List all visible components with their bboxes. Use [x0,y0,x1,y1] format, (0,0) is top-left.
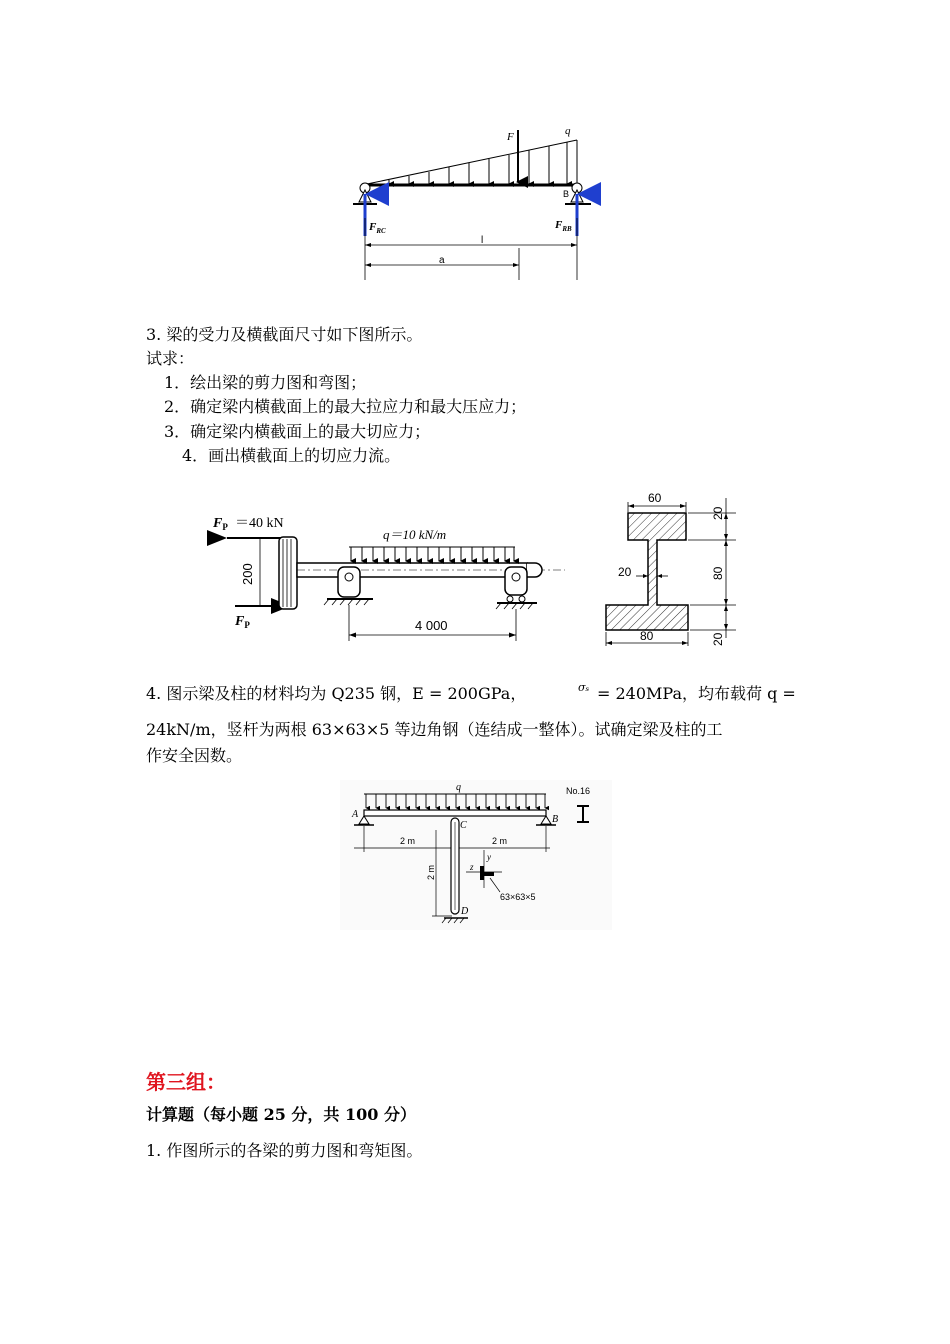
figure-1-beam-diagram [345,118,605,288]
fig4-D-label: D [461,906,469,917]
fig2-fp-top-val: ＝40 kN [235,516,284,531]
fig4-q-label: q [456,782,461,793]
problem3-item-1: 1．绘出梁的剪力图和弯图； [164,373,367,392]
fig4-dim-2m-left: 2 m [400,836,416,846]
svg-text:FP [212,516,228,532]
fig2-dim-200: 200 [240,563,255,585]
fig2-fp-top: F [213,516,223,531]
problem4-line3: 作安全因数。 [146,746,243,765]
figure-3-cross-section [600,488,740,650]
svg-text:FRB [554,219,572,233]
svg-text:FRC [368,221,386,235]
fig3-dim-80b: 80 [640,629,654,643]
group3-subheading: 计算题（每小题 25 分，共 100 分） [146,1105,416,1124]
fig1-q-label: q [565,125,571,137]
problem3-item-4: 4．画出横截面上的切应力流。 [182,446,401,465]
fig4-C-label: C [460,820,467,831]
fig4-y-label: y [487,852,491,862]
fig4-B-label: B [552,814,559,825]
fig1-FRB-sub: RB [562,225,572,233]
fig1-B-label: B [563,189,570,199]
fig2-fp-bot: F [235,614,245,629]
fig1-l-label: l [481,235,484,246]
fig3-dim-20-web: 20 [618,565,632,579]
problem4-line1a: 4. 图示梁及柱的材料均为 Q235 钢，E = 200GPa， [146,684,527,703]
group3-heading: 第三组： [146,1070,226,1094]
fig2-fp-top-sub: P [222,522,228,532]
problem3-title: 3. 梁的受力及横截面尺寸如下图所示。 [146,325,423,344]
fig2-q-label: q＝10 kN/m [383,527,447,542]
figure-4-beam-column [340,780,612,930]
problem3-ask: 试求： [146,349,195,368]
figure-2-beam [205,505,580,655]
svg-text:FP [234,614,250,630]
fig4-A-label: A [352,809,359,820]
fig1-a-label: a [439,255,445,266]
fig4-dim-2m-right: 2 m [492,836,508,846]
problem3-item-2: 2．确定梁内横截面上的最大拉应力和最大压应力； [164,397,527,416]
fig2-fp-bot-sub: P [244,620,250,630]
fig1-F-label: F [507,131,514,143]
problem4-line1b: = 240MPa，均布载荷 q = [597,684,796,703]
fig1-A-label: A [377,192,384,202]
fig4-angle-label: 63×63×5 [500,892,536,902]
problem3-item-3: 3．确定梁内横截面上的最大切应力； [164,422,431,441]
fig4-dim-2m-column: 2 m [426,864,436,880]
fig3-dim-80a: 80 [711,566,725,580]
problem4-sigma-symbol: σₛ [578,681,590,694]
fig2-dim-4000: 4 000 [415,618,448,633]
fig1-FRC-sub: RC [376,227,386,235]
fig1-FRC-label: F [369,221,377,233]
fig3-dim-20-bot: 20 [711,632,725,646]
fig1-FRB-label: F [555,219,563,231]
fig3-dim-60: 60 [648,491,662,505]
fig3-dim-20-top: 20 [711,506,725,520]
fig4-z-label: z [470,862,474,872]
group3-item1: 1. 作图所示的各梁的剪力图和弯矩图。 [146,1141,423,1160]
problem4-line2: 24kN/m，竖杆为两根 63×63×5 等边角钢（连结成一整体）。试确定梁及柱的工 [146,720,723,739]
fig4-no16-label: No.16 [566,786,591,796]
